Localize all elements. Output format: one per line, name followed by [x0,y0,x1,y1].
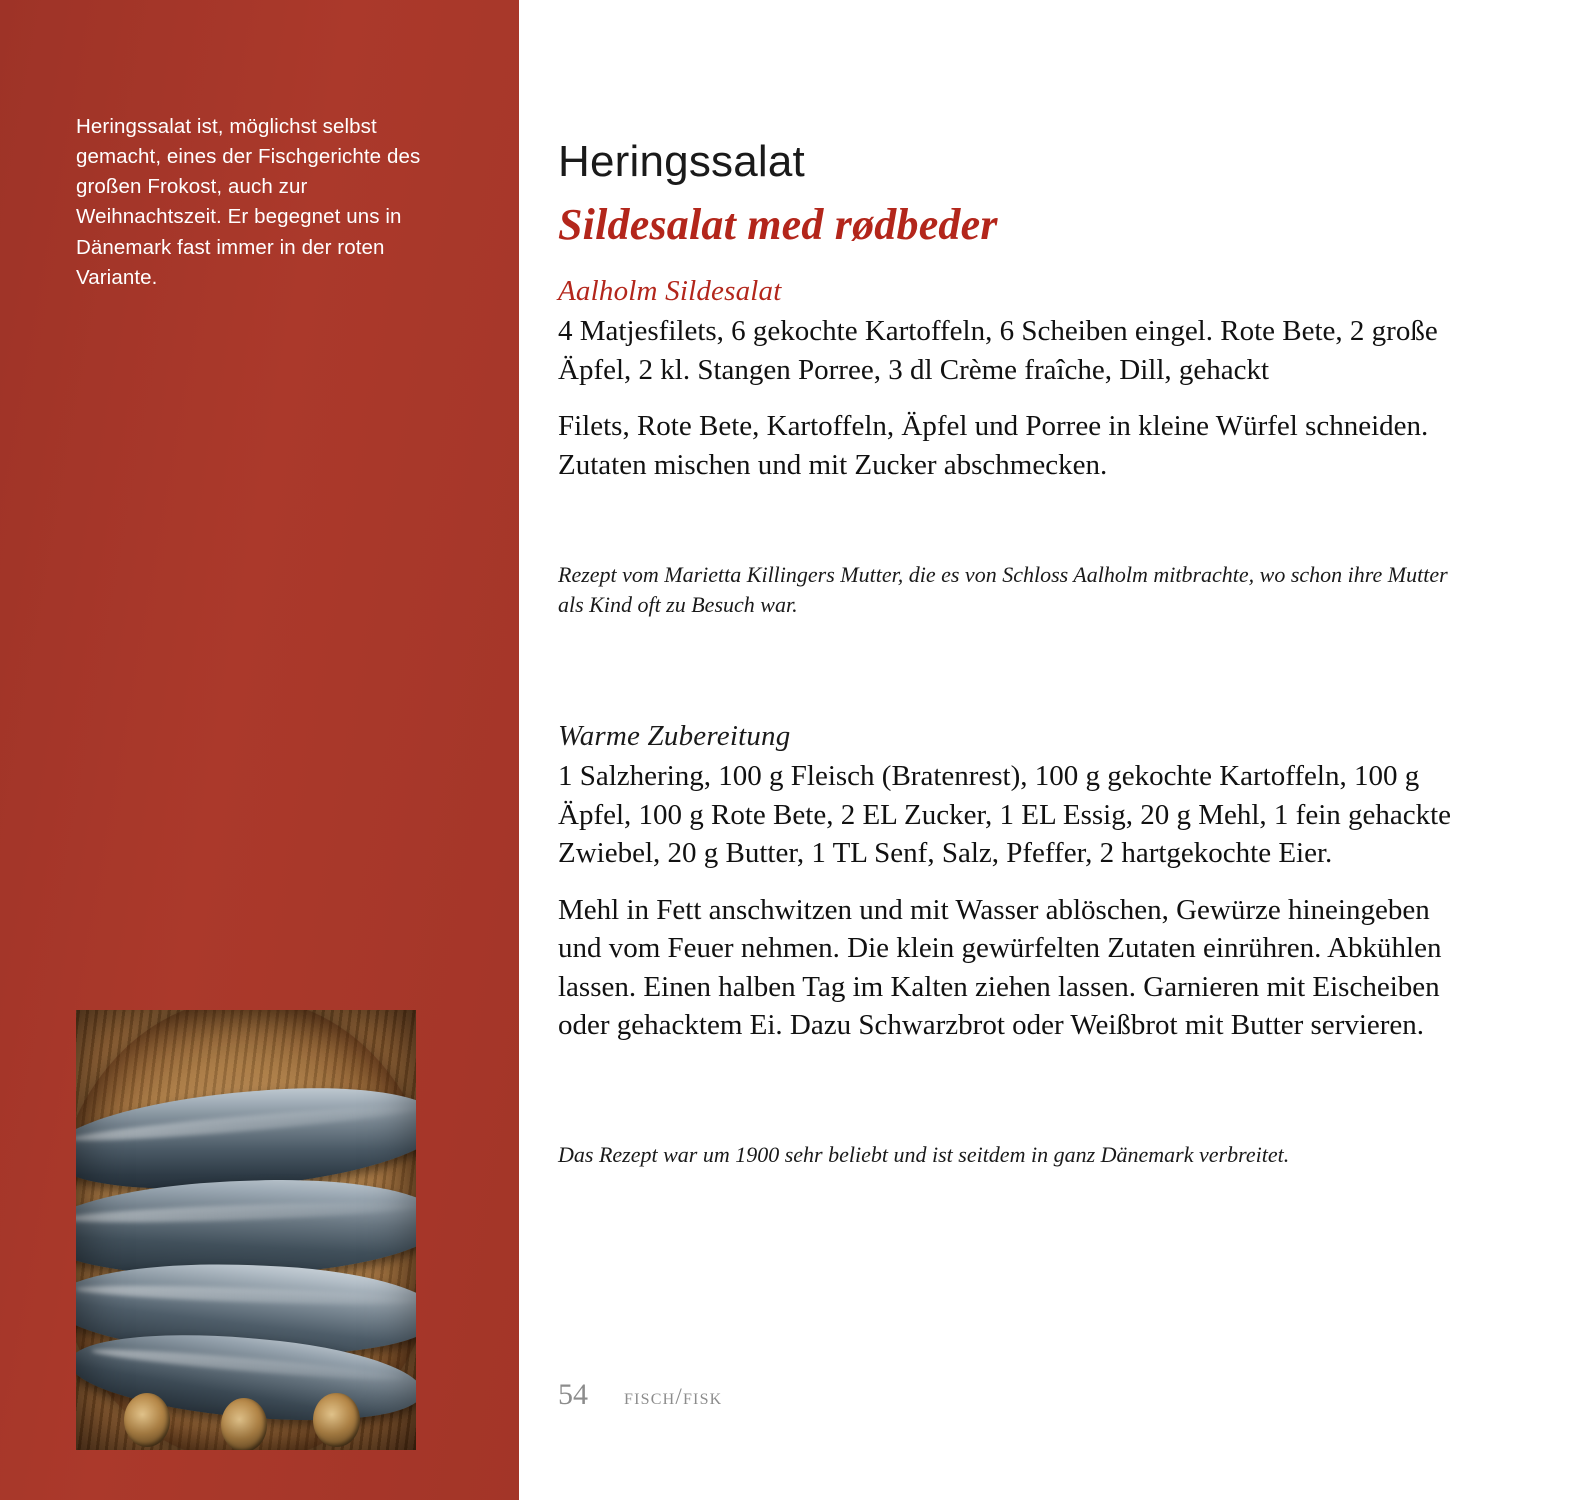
fish-head-icon [221,1398,267,1450]
running-head: fisch/fisk [624,1384,723,1409]
recipe-note-2 [558,1140,1478,1170]
recipe-note-1 [558,560,1478,619]
variant-heading: Warme Zubereitung [558,720,791,752]
fish-head-icon [124,1393,170,1447]
page-title: Heringssalat [558,137,805,187]
variant-heading: Aalholm Sildesalat [558,275,782,307]
recipe-page [558,0,1498,1500]
recipe-variant-1 [558,275,1478,484]
variant-method: Filets, Rote Bete, Kartoffeln, Äpfel und Porree in kleine Würfel schneiden. Zutaten mischen und mit Zucker abschmecken. [558,410,1429,481]
wooden-plate-icon [76,1010,416,1450]
sidebar-panel [0,0,519,1500]
variant-ingredients: 4 Matjesfilets, 6 gekochte Kartoffeln, 6 Scheiben eingel. Rote Bete, 2 große Äpfel, 2 kl. Stangen Porree, 3 dl Crème fraîche, Dill, gehackt [558,315,1438,386]
variant-note: Rezept vom Marietta Killingers Mutter, die es von Schloss Aalholm mitbrachte, wo schon ihre Mutter als Kind oft zu Besuch war. [558,562,1448,617]
fish-head-icon [313,1393,359,1447]
page-number: 54 [558,1378,588,1411]
variant-ingredients: 1 Salzhering, 100 g Fleisch (Bratenrest), 100 g gekochte Kartoffeln, 100 g Äpfel, 100 g Rote Bete, 2 EL Zucker, 1 EL Essig, 20 g Mehl, 1 fein gehackte Zwiebel, 20 g Butter, 1 TL Senf, Salz, Pfeffer, 2 hartgekochte Eier. [558,760,1452,870]
variant-method: Mehl in Fett anschwitzen und mit Wasser ablöschen, Gewürze hineingeben und vom Feuer nehmen. Die klein gewürfelten Zutaten einrühren. Abkühlen lassen. Einen halben Tag im Kalten ziehen lassen. Garnieren mit Eischeiben oder gehacktem Ei. Dazu Schwarzbrot oder Weißbrot mit Butter servieren. [558,893,1442,1042]
variant-note: Das Rezept war um 1900 sehr beliebt und ist seitdem in ganz Dänemark verbreitet. [558,1142,1290,1167]
herring-photo [76,1010,416,1450]
page-subtitle: Sildesalat med rødbeder [558,199,998,249]
recipe-variant-2 [558,720,1478,1045]
page-footer [558,1378,722,1412]
sidebar-note: Heringssalat ist, möglichst selbst gemacht, eines der Fischgerichte des großen Frokost, auch zur Weihnachtszeit. Er begegnet uns in Dänemark fast immer in der roten Variante. [76,115,421,289]
